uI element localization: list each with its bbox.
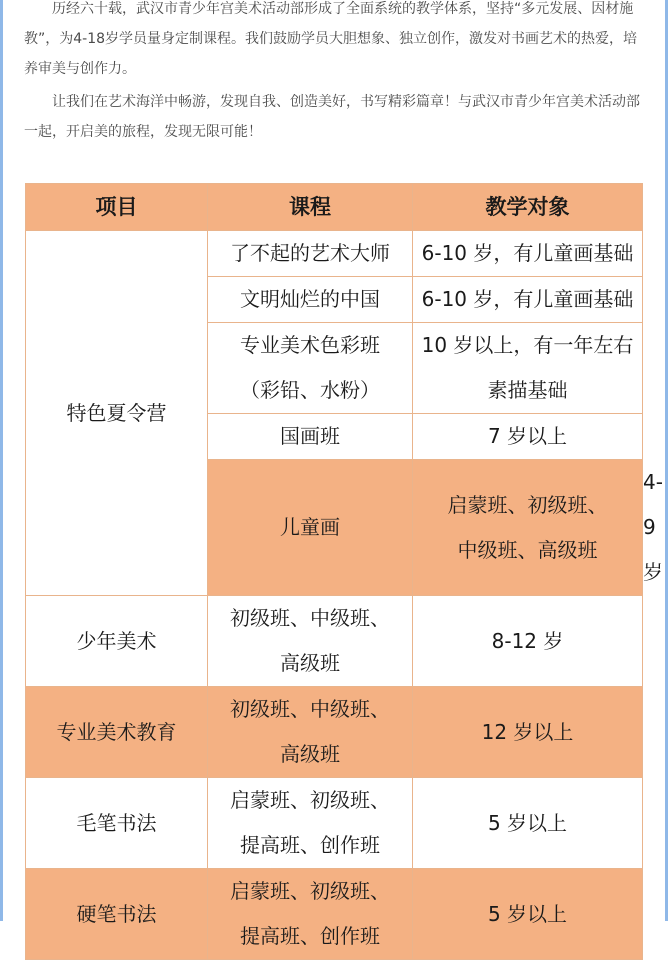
table-row [26, 687, 643, 778]
table-row [26, 869, 643, 960]
course-line: 启蒙班、初级班、 [230, 788, 390, 812]
program-cell: 特色夏令营 [26, 231, 208, 596]
target-cell: 8-12 岁 [413, 596, 643, 687]
course-cell [208, 323, 413, 414]
course-line: 启蒙班、初级班、 [447, 492, 608, 517]
program-cell: 少年美术 [26, 596, 208, 687]
intro-paragraph-1: 历经六十载，武汉市青少年宫美术活动部形成了全面系统的教学体系，坚持“多元发展、因材施教”，为4-18岁学员量身定制课程。我们鼓励学员大胆想象、独立创作，激发对书画艺术的热爱，培养审美与创作力。 [24, 1, 638, 77]
course-cell [208, 778, 413, 869]
program-cell: 毛笔书法 [26, 778, 208, 869]
course-line: 初级班、中级班、 [230, 606, 390, 630]
course-line: 初级班、中级班、 [230, 697, 390, 721]
table-row [26, 596, 643, 687]
course-cell [208, 869, 413, 960]
target-cell: 12 岁以上 [413, 687, 643, 778]
course-line: （彩铅、水粉） [240, 378, 380, 402]
course-cell: 了不起的艺术大师 [208, 231, 413, 277]
target-cell [413, 323, 643, 414]
course-cell [413, 460, 643, 596]
intro-text [24, 0, 648, 150]
course-line: 高级班 [280, 742, 340, 766]
header-program: 项目 [26, 184, 208, 231]
table-header-row [26, 184, 643, 231]
header-target: 教学对象 [413, 184, 643, 231]
target-cell: 5 岁以上 [413, 778, 643, 869]
target-line: 10 岁以上，有一年左右 [421, 333, 634, 357]
table-row: 儿童画 启蒙班、初级班、 中级班、高级班 4-9 岁 [26, 460, 643, 596]
course-cell [208, 687, 413, 778]
program-cell: 硬笔书法 [26, 869, 208, 960]
target-cell: 6-10 岁，有儿童画基础 [413, 231, 643, 277]
intro-paragraph-2: 让我们在艺术海洋中畅游，发现自我、创造美好，书写精彩篇章！与武汉市青少年宫美术活动部一起，开启美的旅程，发现无限可能！ [24, 94, 640, 140]
program-cell: 专业美术教育 [26, 687, 208, 778]
table-row [26, 778, 643, 869]
target-line: 素描基础 [487, 378, 568, 402]
header-course: 课程 [208, 184, 413, 231]
course-line: 中级班、高级班 [457, 537, 598, 562]
course-table [25, 183, 663, 960]
course-line: 启蒙班、初级班、 [230, 879, 390, 903]
course-line: 提高班、创作班 [240, 924, 380, 948]
target-cell: 6-10 岁，有儿童画基础 [413, 277, 643, 323]
course-line: 专业美术色彩班 [240, 333, 380, 357]
target-cell: 5 岁以上 [413, 869, 643, 960]
table-row [26, 231, 643, 277]
course-line: 提高班、创作班 [240, 833, 380, 857]
course-cell: 文明灿烂的中国 [208, 277, 413, 323]
course-cell [208, 596, 413, 687]
target-cell: 7 岁以上 [413, 414, 643, 460]
course-cell: 国画班 [208, 414, 413, 460]
course-line: 高级班 [280, 651, 340, 675]
program-cell: 儿童画 [208, 460, 413, 596]
